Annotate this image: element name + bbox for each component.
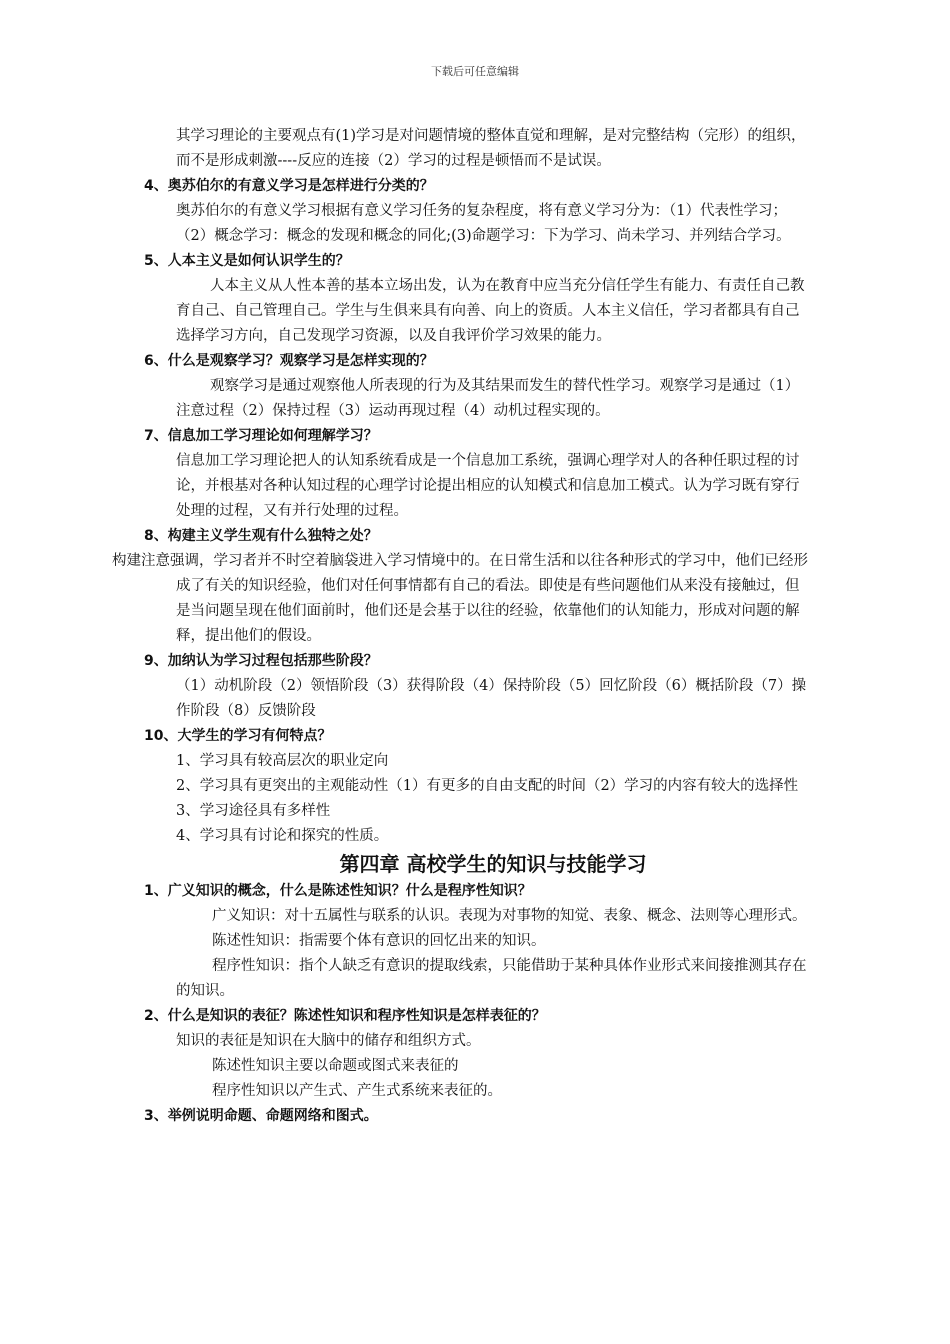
chapter-question-1: 1、广义知识的概念，什么是陈述性知识？什么是程序性知识？ <box>144 883 532 899</box>
answer-6: 观察学习是通过观察他人所表现的行为及其结果而发生的替代性学习。观察学习是通过（1）注意过程（2）保持过程（3）运动再现过程（4）动机过程实现的。 <box>176 378 800 419</box>
question-4: 4、奥苏伯尔的有意义学习是怎样进行分类的？ <box>144 178 434 194</box>
question-10: 10、大学生的学习有何特点？ <box>144 728 332 744</box>
page-header-note: 下载后可任意编辑 <box>431 65 519 78</box>
paragraph-intro: 其学习理论的主要观点有(1)学习是对问题情境的整体直觉和理解，是对完整结构（完形）的组织，而不是形成刺激----反应的连接（2）学习的过程是顿悟而不是试误。 <box>176 128 806 169</box>
answer-8: 构建注意强调，学习者并不时空着脑袋进入学习情境中的。在日常生活和以往各种形式的学习中，他们已经形成了有关的知识经验，他们对任何事情都有自己的看法。即使是有些问题他们从来没有接触过，但是当问题呈现在他们面前时，他们还是会基于以往的经验，依靠他们的认知能力，形成对问题的解释，提出他们的假设。 <box>112 553 808 644</box>
answer-9: （1）动机阶段（2）领悟阶段（3）获得阶段（4）保持阶段（5）回忆阶段（6）概括阶段（7）操作阶段（8）反馈阶段 <box>176 678 807 719</box>
chapter-question-3: 3、举例说明命题、命题网络和图式。 <box>144 1108 378 1124</box>
chapter-answer-1c: 程序性知识：指个人缺乏有意识的提取线索，只能借助于某种具体作业形式来间接推测其存在的知识。 <box>176 958 807 999</box>
chapter-answer-2b: 陈述性知识主要以命题或图式来表征的 <box>212 1058 459 1074</box>
answer-10-item-1: 1、学习具有较高层次的职业定向 <box>176 753 389 769</box>
answer-7: 信息加工学习理论把人的认知系统看成是一个信息加工系统，强调心理学对人的各种任职过程的讨论，并根基对各种认知过程的心理学讨论提出相应的认知模式和信息加工模式。认为学习既有穿行处理的过程，又有并行处理的过程。 <box>176 453 800 519</box>
question-6: 6、什么是观察学习？观察学习是怎样实现的？ <box>144 353 434 369</box>
document-body <box>0 124 950 1129</box>
answer-10-item-2: 2、学习具有更突出的主观能动性（1）有更多的自由支配的时间（2）学习的内容有较大的选择性 <box>176 778 799 794</box>
chapter-answer-1a: 广义知识：对十五属性与联系的认识。表现为对事物的知觉、表象、概念、法则等心理形式。 <box>212 908 807 924</box>
answer-5: 人本主义从人性本善的基本立场出发，认为在教育中应当充分信任学生有能力、有责任自己教育自己、自己管理自己。学生与生俱来具有向善、向上的资质。人本主义信任，学习者都具有自己选择学习方向，自己发现学习资源，以及自我评价学习效果的能力。 <box>176 278 805 344</box>
question-9: 9、加纳认为学习过程包括那些阶段？ <box>144 653 378 669</box>
chapter-answer-2c: 程序性知识以产生式、产生式系统来表征的。 <box>212 1083 502 1099</box>
chapter-question-2: 2、什么是知识的表征？陈述性知识和程序性知识是怎样表征的？ <box>144 1008 546 1024</box>
chapter-heading: 第四章 高校学生的知识与技能学习 <box>339 852 647 876</box>
chapter-answer-2a: 知识的表征是知识在大脑中的储存和组织方式。 <box>176 1033 481 1049</box>
question-5: 5、人本主义是如何认识学生的？ <box>144 253 350 269</box>
answer-4: 奥苏伯尔的有意义学习根据有意义学习任务的复杂程度，将有意义学习分为：（1）代表性学习；（2）概念学习：概念的发现和概念的同化;(3)命题学习：下为学习、尚未学习、并列结合学习。 <box>176 203 791 244</box>
answer-10-item-3: 3、学习途径具有多样性 <box>176 803 331 819</box>
chapter-answer-1b: 陈述性知识：指需要个体有意识的回忆出来的知识。 <box>212 933 546 949</box>
answer-10-item-4: 4、学习具有讨论和探究的性质。 <box>176 828 389 844</box>
question-8: 8、构建主义学生观有什么独特之处？ <box>144 528 378 544</box>
question-7: 7、信息加工学习理论如何理解学习？ <box>144 428 378 444</box>
